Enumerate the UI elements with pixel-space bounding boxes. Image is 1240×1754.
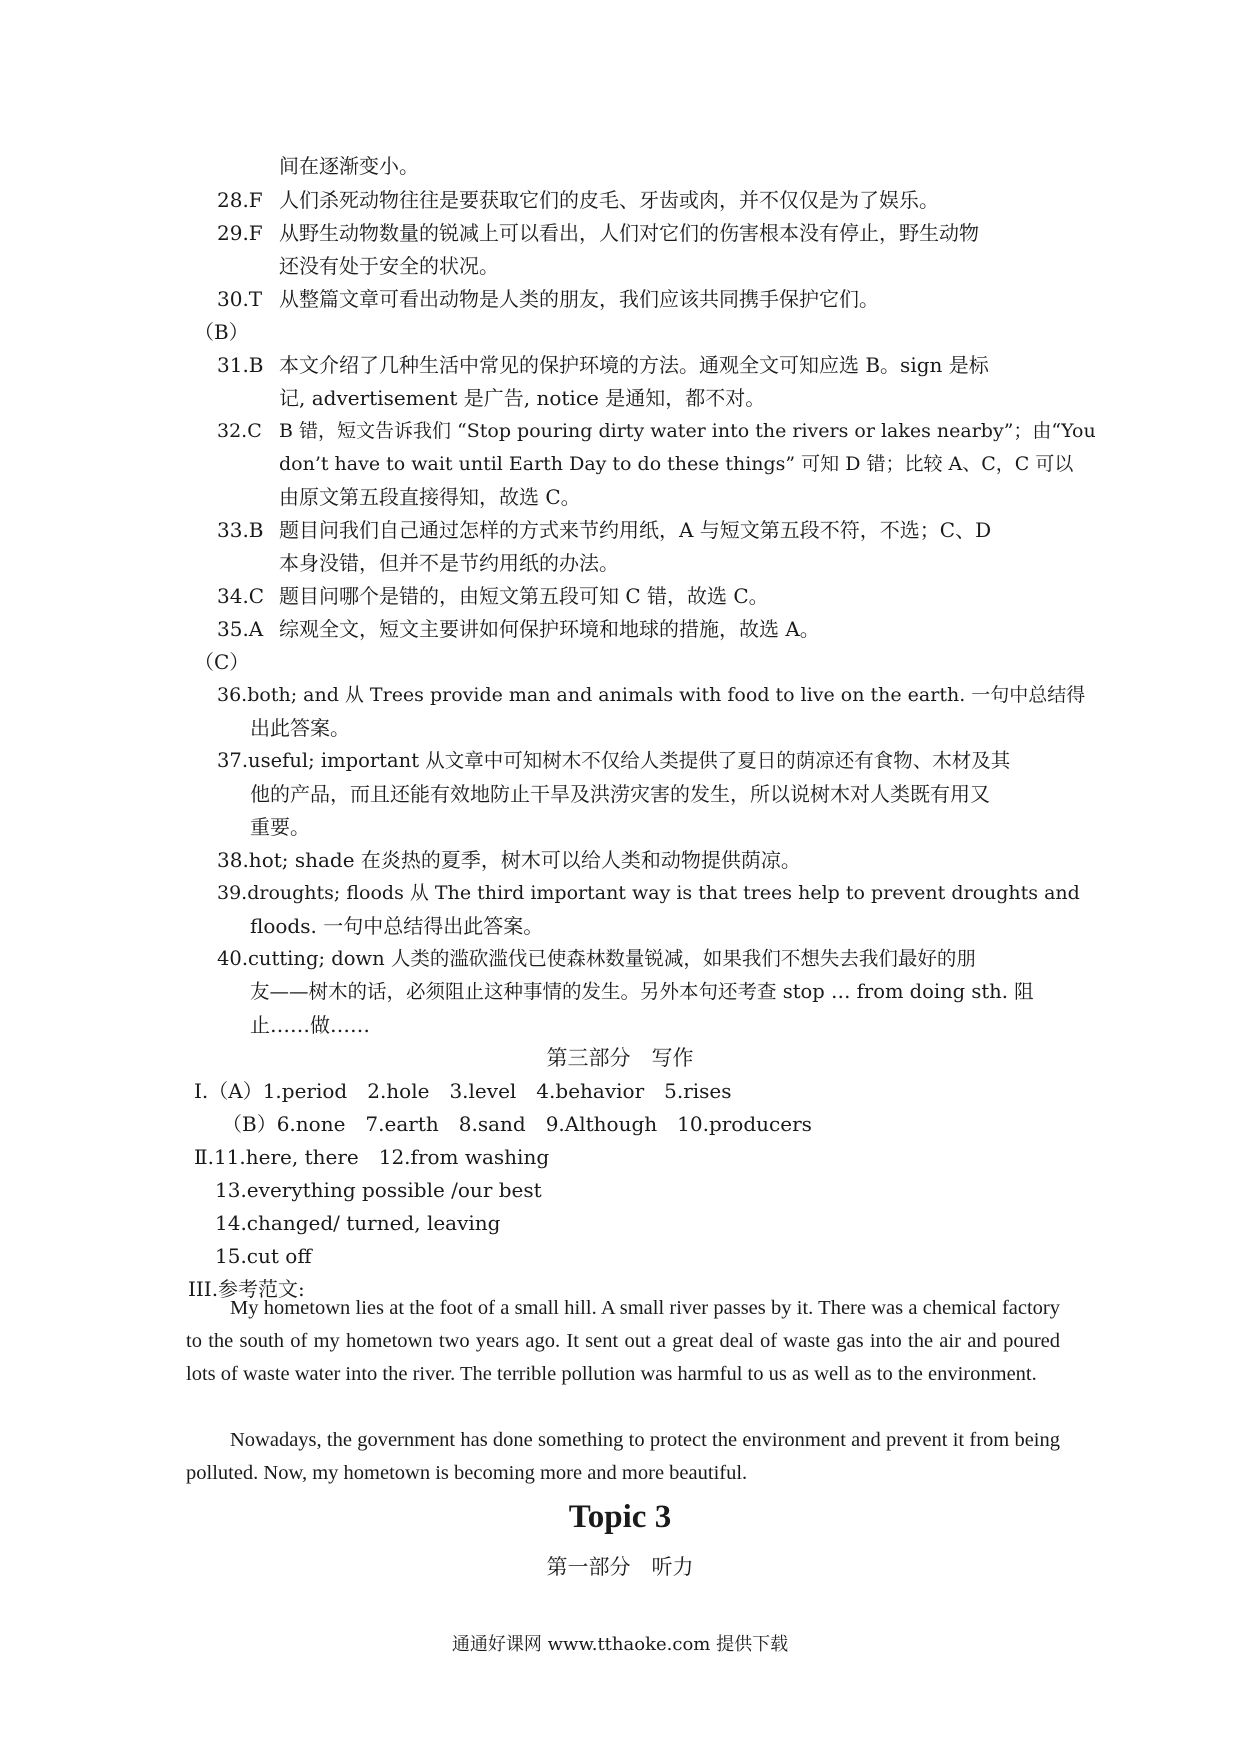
answer-line	[217, 615, 820, 645]
answer-line	[250, 714, 350, 744]
answer-text: B 错，短文告诉我们 “Stop pouring dirty water into the rivers or lakes nearby”；由“You	[279, 420, 1096, 442]
writing-line: 14.changed/ turned, leaving	[215, 1211, 501, 1235]
answer-text: 他的产品，而且还能有效地防止干旱及洪涝灾害的发生，所以说树木对人类既有用又	[250, 782, 990, 806]
answer-line	[250, 978, 1034, 1008]
answer-text: 题目问哪个是错的，由短文第五段可知 C 错，故选 C。	[279, 584, 769, 608]
answer-line	[217, 747, 1010, 777]
answer-number: 33.B	[217, 518, 264, 542]
answer-text: 本身没错，但并不是节约用纸的办法。	[279, 551, 619, 575]
answer-line	[279, 384, 765, 414]
writing-line: （B）6.none 7.earth 8.sand 9.Although 10.producers	[222, 1112, 812, 1136]
answer-text: 重要。	[250, 815, 310, 839]
part3-heading: 第三部分 写作	[546, 1046, 694, 1070]
writing-line: 13.everything possible /our best	[215, 1178, 542, 1202]
answer-text: 36.both; and 从 Trees provide man and animals with food to live on the earth. 一句中总结得	[217, 684, 1086, 706]
section-label-text: （B）	[194, 320, 249, 344]
answer-line	[217, 945, 976, 975]
answer-text: 止……做……	[250, 1013, 370, 1037]
answer-text: 40.cutting; down 人类的滥砍滥伐已使森林数量锐减，如果我们不想失去我们最好的朋	[217, 947, 976, 970]
writing-line: Ⅱ.11.here, there 12.from washing	[194, 1145, 550, 1169]
writing-line: 15.cut off	[215, 1244, 312, 1268]
answer-text: 友——树木的话，必须阻止这种事情的发生。另外本句还考查 stop … from doing sth. 阻	[250, 980, 1034, 1003]
answer-number: 34.C	[217, 584, 265, 608]
answer-line	[250, 780, 990, 810]
answer-text: 还没有处于安全的状况。	[279, 254, 499, 278]
answer-text: 出此答案。	[250, 716, 350, 740]
answer-line	[279, 549, 619, 579]
answer-number: 35.A	[217, 617, 264, 641]
section-label	[194, 648, 249, 678]
answer-text: 本文介绍了几种生活中常见的保护环境的方法。通观全文可知应选 B。sign 是标	[279, 353, 989, 377]
writing-line: III.参考范文:	[188, 1277, 305, 1301]
answer-line	[279, 252, 499, 282]
answer-number: 32.C	[217, 420, 262, 442]
answer-text: 人们杀死动物往往是要获取它们的皮毛、牙齿或肉，并不仅仅是为了娱乐。	[279, 188, 939, 212]
answer-line	[217, 219, 979, 249]
answer-text: 从野生动物数量的锐减上可以看出，人们对它们的伤害根本没有停止，野生动物	[279, 221, 979, 245]
answer-text: 题目问我们自己通过怎样的方式来节约用纸，A 与短文第五段不符，不选；C、D	[279, 518, 992, 542]
topic-title: Topic 3	[568, 1499, 672, 1535]
answer-line	[279, 483, 581, 513]
page-footer: 通通好课网 www.tthaoke.com 提供下载	[451, 1634, 789, 1655]
answer-line	[250, 912, 543, 942]
answer-line	[217, 351, 989, 381]
answer-text: 38.hot; shade 在炎热的夏季，树木可以给人类和动物提供荫凉。	[217, 848, 801, 872]
answer-line	[217, 582, 769, 612]
answer-text: floods. 一句中总结得出此答案。	[250, 914, 544, 938]
answer-number: 29.F	[217, 221, 263, 245]
answer-line	[250, 813, 310, 843]
essay-paragraph: My hometown lies at the foot of a small hill. A small river passes by it. There was a chemical factory to the south of my hometown two years ago. It sent out a great deal of waste gas into the air and poured lots of waste water into the river. The terrible pollution was harmful to us as well as to the environment.	[186, 1297, 1060, 1385]
answer-line	[217, 681, 1085, 711]
answer-line	[217, 285, 879, 315]
answer-text: don’t have to wait until Earth Day to do these things” 可知 D 错；比较 A、C，C 可以	[279, 453, 1074, 475]
answer-line	[279, 152, 419, 182]
answer-line	[217, 186, 939, 216]
section-label-text: （C）	[194, 650, 250, 674]
answer-text: 由原文第五段直接得知，故选 C。	[279, 485, 581, 509]
answer-text: 综观全文，短文主要讲如何保护环境和地球的措施，故选 A。	[279, 617, 820, 641]
answer-number: 28.F	[217, 188, 263, 212]
answer-text: 39.droughts; floods 从 The third important way is that trees help to prevent droughts and	[217, 882, 1080, 904]
answer-line	[217, 846, 801, 876]
answer-line	[279, 450, 1073, 480]
answer-number: 31.B	[217, 353, 264, 377]
answer-text: 从整篇文章可看出动物是人类的朋友，我们应该共同携手保护它们。	[279, 287, 879, 311]
essay-paragraph: Nowadays, the government has done something to protect the environment and prevent it from being polluted. Now, my hometown is becoming more and more beautiful.	[186, 1429, 1060, 1484]
answer-line	[250, 1011, 370, 1041]
answer-line	[217, 879, 1080, 909]
answer-text: 37.useful; important 从文章中可知树木不仅给人类提供了夏日的荫凉还有食物、木材及其	[217, 749, 1011, 772]
writing-line: Ⅰ.（A）1.period 2.hole 3.level 4.behavior 5.rises	[194, 1079, 732, 1103]
answer-number: 30.T	[217, 287, 263, 311]
answer-line	[217, 417, 1096, 447]
answer-line	[217, 516, 991, 546]
section-label	[194, 318, 249, 348]
answer-text: 间在逐渐变小。	[279, 154, 419, 178]
part1-heading: 第一部分 听力	[546, 1555, 694, 1579]
answer-text: 记, advertisement 是广告, notice 是通知，都不对。	[279, 386, 766, 410]
